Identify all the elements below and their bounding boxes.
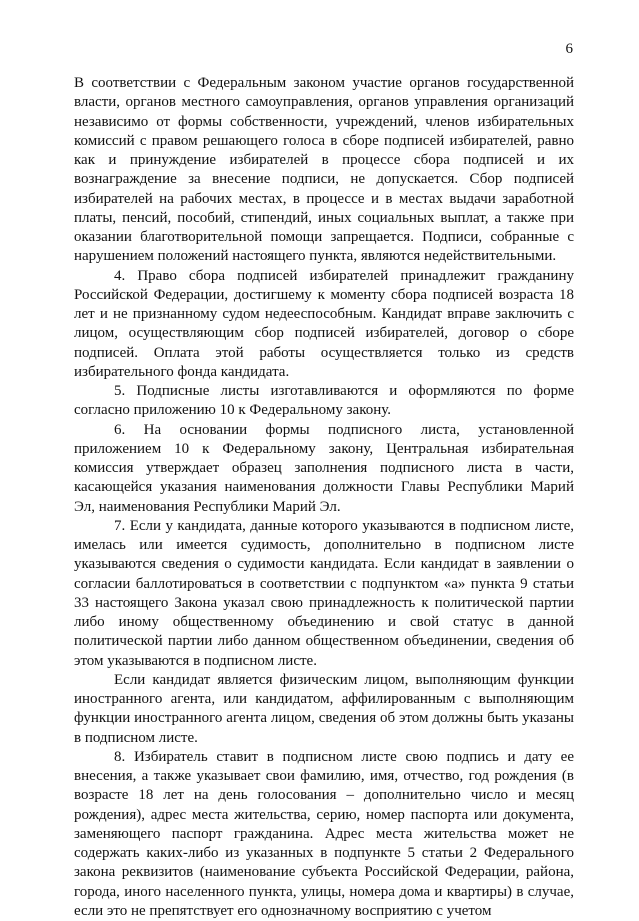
paragraph-item-7-foreign-agent: Если кандидат является физическим лицом, выполняющим функции иностранного агента, или кандидатом, аффилированным с выполняющим функции иностранного агента лицом, сведения об этом должны быть указаны в подписном листе. [74, 671, 574, 746]
body-text [74, 74, 574, 921]
paragraph-item-5: 5. Подписные листы изготавливаются и оформляются по форме согласно приложению 10 к Федеральному закону. [74, 383, 574, 419]
paragraph-item-7: 7. Если у кандидата, данные которого указываются в подписном листе, имелась или имеется судимость, дополнительно в подписном листе указываются сведения о судимости кандидата. Если кандидат в заявлении о согласии баллотироваться в соответствии с подпунктом «а» пункта 9 статьи 33 настоящего Закона указал свою принадлежность к политической партии либо иному общественному объединению и свой статус в данной политической партии либо данном общественном объединении, сведения об этом указываются в подписном листе. [74, 517, 574, 669]
page-number: 6 [565, 41, 573, 57]
paragraph-item-6: 6. На основании формы подписного листа, установленной приложением 10 к Федеральному закону, Центральная избирательная комиссия утверждает образец заполнения подписного листа в части, касающейся указания наименования должности Главы Республики Марий Эл, наименования Республики Марий Эл. [74, 421, 574, 515]
paragraph-item-4: 4. Право сбора подписей избирателей принадлежит гражданину Российской Федерации, достигшему к моменту сбора подписей возраста 18 лет и не признанному судом недееспособным. Кандидат вправе заключить с лицом, осуществляющим сбор подписей избирателей, договор о сборе подписей. Оплата этой работы осуществляется только из средств избирательного фонда кандидата. [74, 267, 574, 380]
paragraph-item-8: 8. Избиратель ставит в подписном листе свою подпись и дату ее внесения, а также указывает свои фамилию, имя, отчество, год рождения (в возрасте 18 лет на день голосования – дополнительно число и месяц рождения), адрес места жительства, серию, номер паспорта или документа, заменяющего паспорт гражданина. Адрес места жительства может не содержать каких-либо из указанных в подпункте 5 статьи 2 Федерального закона реквизитов (наименование субъекта Российской Федерации, района, города, иного населенного пункта, улицы, номера дома и квартиры) в случае, если это не препятствует его однозначному восприятию с учетом [74, 748, 574, 919]
paragraph-intro: В соответствии с Федеральным законом участие органов государственной власти, органов местного самоуправления, органов управления организаций независимо от формы собственности, учреждений, членов избирательных комиссий с правом решающего голоса в сборе подписей избирателей, равно как и принуждение избирателей в процессе сбора подписей и их вознаграждение за внесение подписи, не допускается. Сбор подписей избирателей на рабочих местах, в процессе и в местах выдачи заработной платы, пенсий, пособий, стипендий, иных социальных выплат, а также при оказании благотворительной помощи запрещается. Подписи, собранные с нарушением положений настоящего пункта, являются недействительными. [74, 75, 574, 265]
